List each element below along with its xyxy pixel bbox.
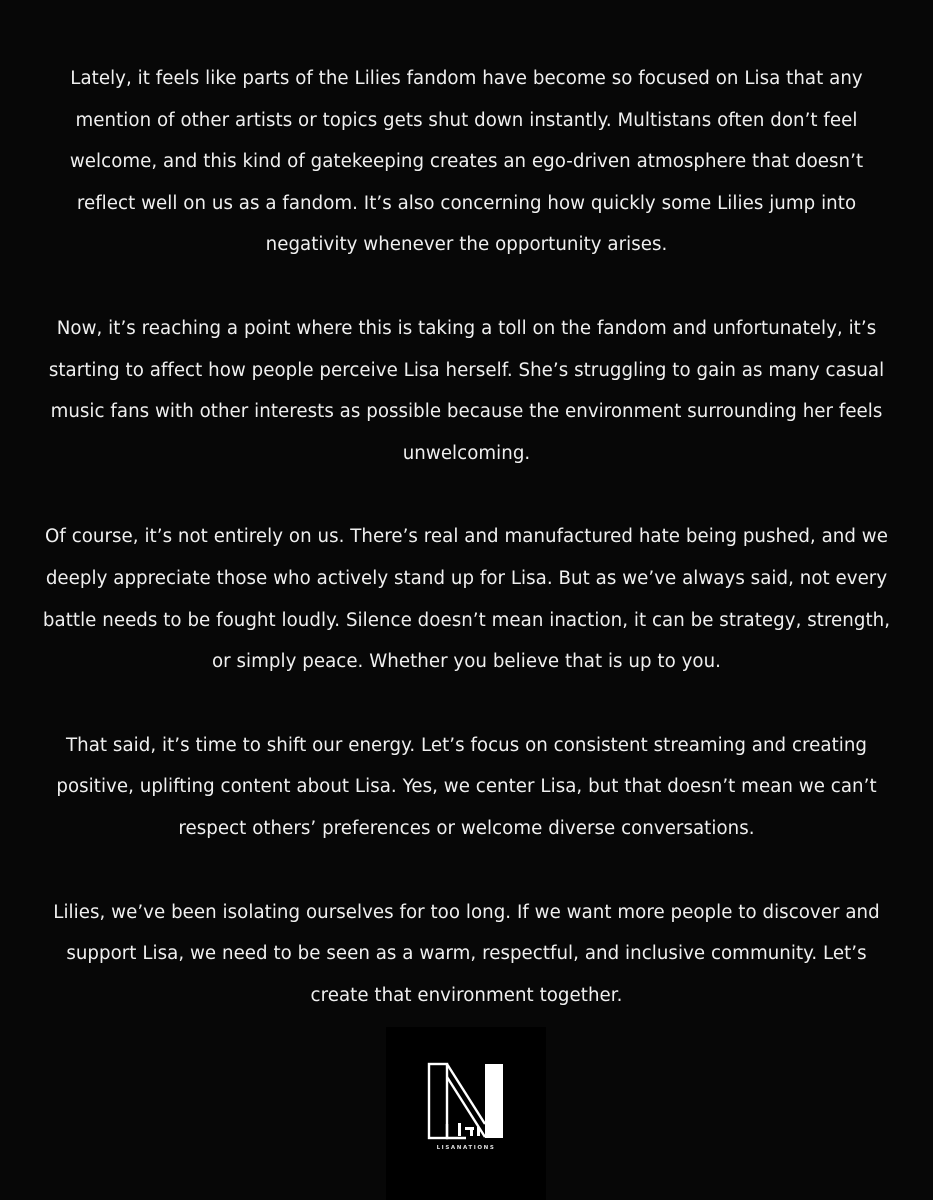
paragraph-3: Of course, it’s not entirely on us. There’s real and manufactured hate being pushed, and we deeply appreciate those who actively stand up for Lisa. But as we’ve always said, not every battle needs to be fought loudly. Silence doesn’t mean inaction, it can be strategy, strength, or simply peace. Whether you believe that is up to you.: [42, 526, 891, 673]
paragraph-5: Lilies, we’ve been isolating ourselves for too long. If we want more people to discover and support Lisa, we need to be seen as a warm, respectful, and inclusive community. Let’s create that environment together.: [53, 901, 880, 1006]
lisanations-logo: [386, 1027, 546, 1200]
paragraph-2: Now, it’s reaching a point where this is taking a toll on the fandom and unfortunately, it’s starting to affect how people perceive Lisa herself. She’s struggling to gain as many casual music fans with other interests as possible because the environment surrounding her feels unwelcoming.: [48, 317, 885, 464]
lisanations-logo-icon: [386, 1027, 546, 1200]
logo-caption: LISANATIONS: [436, 1145, 496, 1151]
paragraph-1: Lately, it feels like parts of the Lilies fandom have become so focused on Lisa that any mention of other artists or topics gets shut down instantly. Multistans often don’t feel welcome, and this kind of gatekeeping creates an ego-driven atmosphere that doesn’t reflect well on us as a fandom. It’s also concerning how quickly some Lilies jump into negativity whenever the opportunity arises.: [69, 68, 864, 256]
paragraph-4: That said, it’s time to shift our energy. Let’s focus on consistent streaming and creating positive, uplifting content about Lisa. Yes, we center Lisa, but that doesn’t mean we can’t respect others’ preferences or welcome diverse conversations.: [56, 734, 877, 839]
statement-body: [40, 58, 893, 1016]
